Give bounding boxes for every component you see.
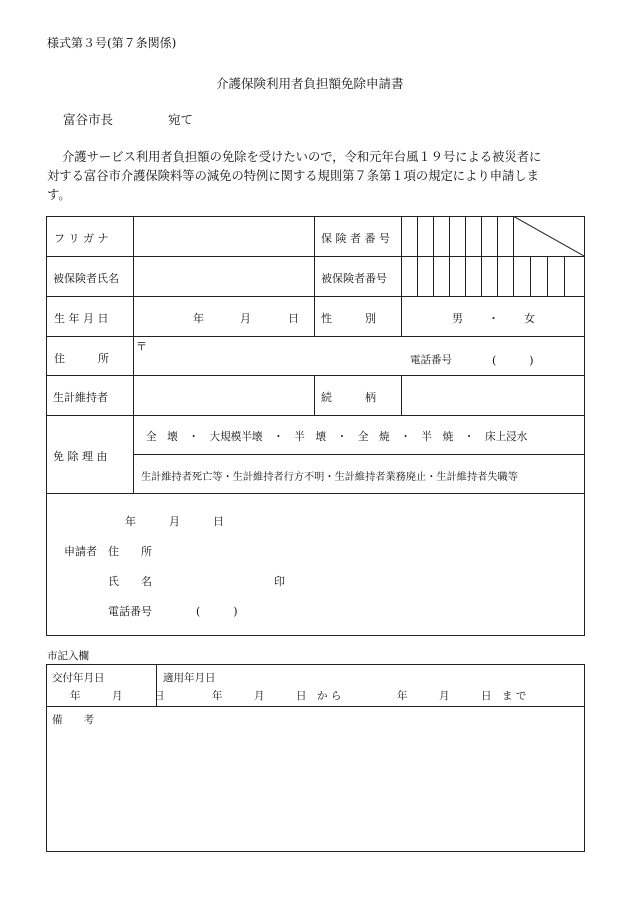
apply-date-from: 年 月 日 か ら (212, 690, 342, 702)
intro-line-2: 対する富谷市介護保険料等の減免の特例に関する規則第７条第１項の規定により申請しま (47, 169, 539, 183)
relation-label: 続 柄 (321, 391, 376, 404)
insured-name-label: 被保険者氏名 (53, 272, 119, 285)
addressee-to: 宛て (168, 112, 194, 127)
address-label: 住 所 (54, 352, 109, 365)
diagonal-strike (513, 216, 584, 257)
addressee-mayor: 富谷市長 (63, 112, 114, 127)
issue-date-label: 交付年月日 (52, 672, 105, 684)
apply-date-label: 適用年月日 (163, 672, 216, 684)
sex-male-option[interactable]: 男 (452, 312, 463, 325)
seal-mark: 印 (274, 575, 285, 588)
form-title: 介護保険利用者負担額免除申請書 (216, 76, 404, 91)
applicant-phone-paren: ( ) (196, 605, 238, 618)
birthdate-label: 生 年 月 日 (54, 312, 109, 325)
applicant-phone-label: 電話番号 (108, 605, 152, 618)
phone-label: 電話番号 (410, 354, 452, 366)
issue-date-value: 年 月 日 (70, 690, 165, 702)
birth-year: 年 (193, 312, 204, 325)
phone-paren: ( ) (492, 354, 534, 367)
office-use-heading: 市記入欄 (47, 650, 89, 662)
sex-female-option[interactable]: 女 (524, 312, 535, 325)
applicant-address-label: 住 所 (108, 545, 152, 558)
apply-date-to: 年 月 日 ま で (397, 690, 527, 702)
insurer-number-label: 保 険 者 番 号 (321, 232, 390, 245)
remarks-label: 備 考 (52, 714, 94, 726)
sex-separator: ・ (488, 312, 499, 325)
reason-options-breadwinner[interactable]: 生計維持者死亡等・生計維持者行方不明・生計維持者業務廃止・生計維持者失職等 (141, 472, 518, 483)
application-date: 年 月 日 (125, 515, 224, 528)
form-number: 様式第３号(第７条関係) (47, 36, 177, 50)
intro-line-3: す。 (47, 188, 71, 202)
birth-month: 月 (240, 312, 251, 325)
exemption-reason-label: 免 除 理 由 (53, 450, 108, 463)
sex-label: 性 別 (321, 312, 376, 325)
applicant-label: 申請者 (64, 545, 97, 558)
breadwinner-label: 生計維持者 (53, 391, 108, 404)
reason-options-disaster[interactable]: 全 壊 ・ 大規模半壊 ・ 半 壊 ・ 全 焼 ・ 半 焼 ・ 床上浸水 (146, 431, 528, 443)
birth-day: 日 (288, 312, 299, 325)
intro-line-1: 介護サービス利用者負担額の免除を受けたいので，令和元年台風１９号による被災者に (62, 150, 542, 164)
furigana-label: フ リ ガ ナ (54, 232, 109, 245)
insured-number-label: 被保険者番号 (321, 272, 387, 285)
postal-mark: 〒 (136, 340, 147, 353)
applicant-name-label: 氏 名 (108, 575, 152, 588)
